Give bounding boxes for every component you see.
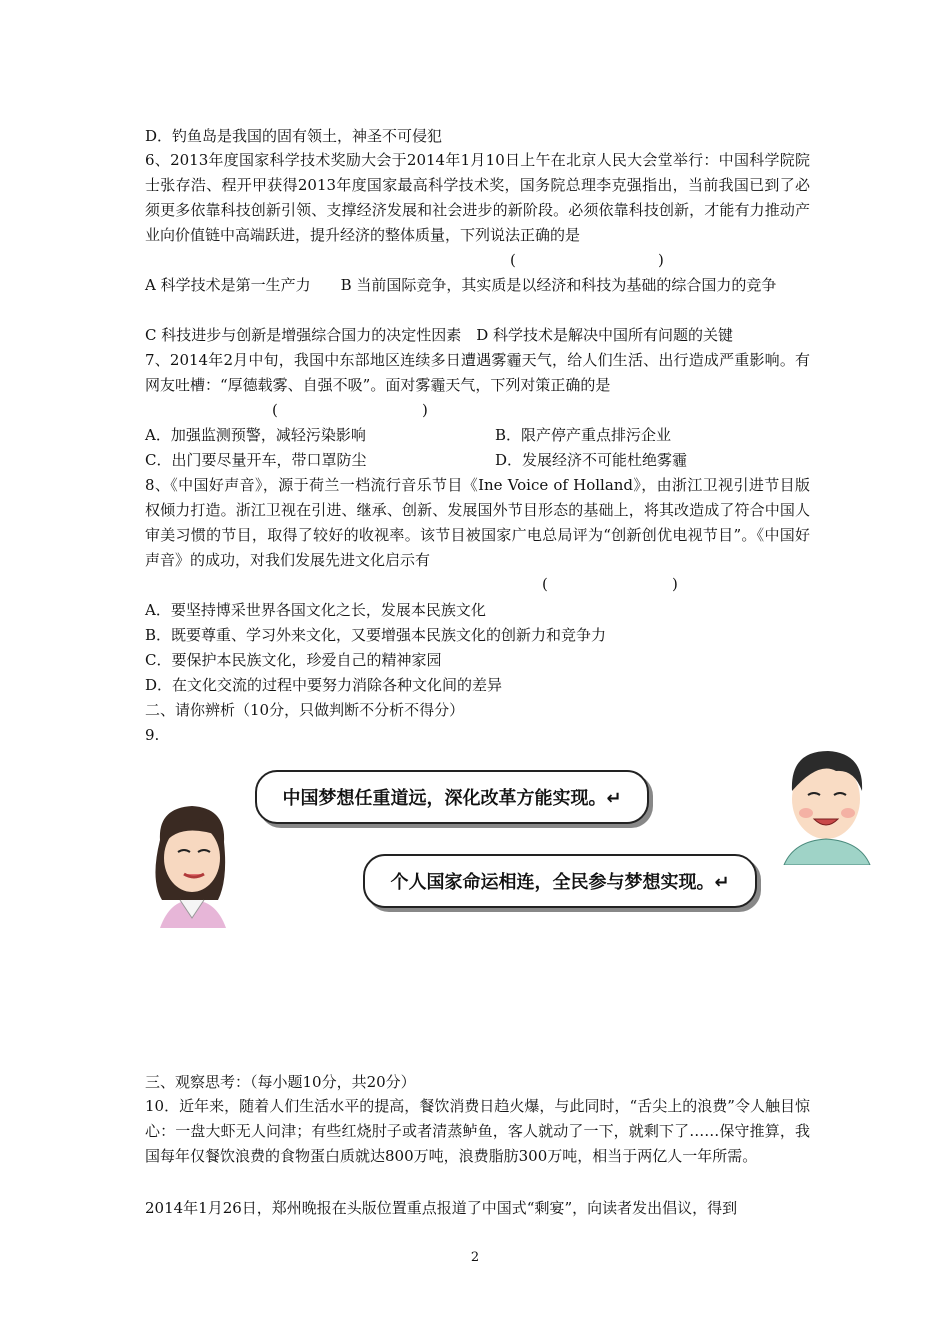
q6-options-ab: A 科学技术是第一生产力 B 当前国际竞争，其实质是以经济和科技为基础的综合国力的竞争 (145, 276, 777, 294)
q7-option-a: A．加强监测预警，减轻污染影响 (145, 426, 366, 444)
q8-option-c: C．要保护本民族文化，珍爱自己的精神家园 (145, 651, 442, 669)
q7-option-c: C．出门要尽量开车，带口罩防尘 (145, 451, 367, 469)
q7-stem: 7、2014年2月中旬，我国中东部地区连续多日遭遇雾霾天气，给人们生活、出行造成严重影响。有网友吐槽：“厚德载雾、自强不吸”。面对雾霾天气，下列对策正确的是 (145, 351, 810, 394)
q6-answer-parens (510, 250, 670, 270)
q7-option-d: D．发展经济不可能杜绝雾霾 (495, 451, 688, 469)
paren-close: ) (422, 401, 428, 419)
paren-open: ( (510, 251, 516, 269)
q5-option-d: D．钓鱼岛是我国的固有领土，神圣不可侵犯 (145, 127, 443, 145)
q8-stem: 8、《中国好声音》，源于荷兰一档流行音乐节目《Ine Voice of Holland》，由浙江卫视引进节目版权倾力打造。浙江卫视在引进、继承、创新、发展国外节目形态的基础上，将其改造成了符合中国人审美习惯的节目，取得了较好的收视率。该节目被国家广电总局评为“创新创优电视节目”。《中国好声音》的成功，对我们发展先进文化启示有 (145, 476, 810, 569)
q7-option-b: B．限产停产重点排污企业 (495, 426, 672, 444)
paren-open: ( (272, 401, 278, 419)
q10-paragraph-2: 2014年1月26日，郑州晚报在头版位置重点报道了中国式“剩宴”，向读者发出倡议，得到 (145, 1199, 738, 1217)
q8-option-d: D．在文化交流的过程中要努力消除各种文化间的差异 (145, 676, 503, 694)
q8-option-a: A．要坚持博采世界各国文化之长，发展本民族文化 (145, 601, 486, 619)
boy-illustration (778, 745, 876, 865)
section-3-heading: 三、观察思考：（每小题10分，共20分） (145, 1073, 416, 1091)
q6-stem: 6、2013年度国家科学技术奖励大会于2014年1月10日上午在北京人民大会堂举行：中国科学院院士张存浩、程开甲获得2013年度国家最高科学技术奖，国务院总理李克强指出，当前我国已到了必须更多依靠科技创新引领、支撑经济发展和社会进步的新阶段。必须依靠科技创新，才能有力推动产业向价值链中高端跃进，提升经济的整体质量，下列说法正确的是 (145, 151, 810, 244)
girl-illustration (140, 800, 240, 928)
q7-answer-parens (272, 400, 432, 420)
section-2-heading: 二、请你辨析（10分，只做判断不分析不得分） (145, 701, 465, 719)
paren-open: ( (542, 575, 548, 593)
q9-number: 9. (145, 726, 160, 744)
q8-option-b: B．既要尊重、学习外来文化，又要增强本民族文化的创新力和竞争力 (145, 626, 607, 644)
paren-close: ) (658, 251, 664, 269)
page-number: 2 (470, 1250, 480, 1265)
q6-options-cd: C 科技进步与创新是增强综合国力的决定性因素 D 科学技术是解决中国所有问题的关键 (145, 326, 734, 344)
speech-bubble-1: 中国梦想任重道远，深化改革方能实现。↵ (255, 770, 649, 824)
q10-stem: 10．近年来，随着人们生活水平的提高，餐饮消费日趋火爆，与此同时，“舌尖上的浪费”令人触目惊心：一盘大虾无人问津；有些红烧肘子或者清蒸鲈鱼，客人就动了一下，就剩下了……保守推算，我国每年仅餐饮浪费的食物蛋白质就达800万吨，浪费脂肪300万吨，相当于两亿人一年所需。 (145, 1097, 810, 1165)
paren-close: ) (672, 575, 678, 593)
q8-answer-parens (542, 574, 682, 594)
speech-bubble-2: 个人国家命运相连，全民参与梦想实现。↵ (363, 854, 757, 908)
